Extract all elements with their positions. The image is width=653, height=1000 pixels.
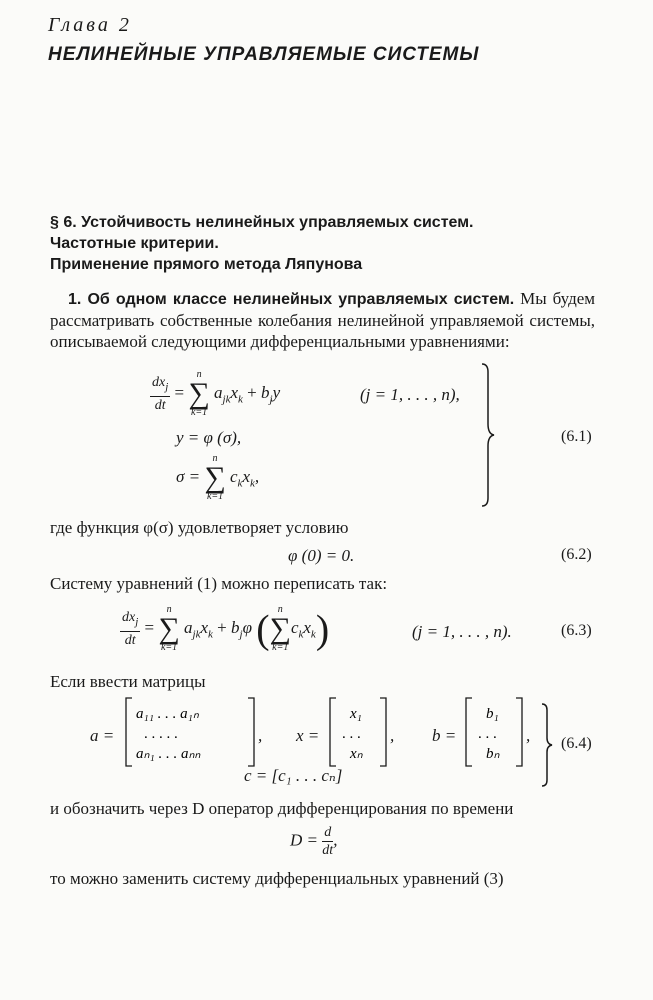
- svg-text:b₁: b₁: [486, 706, 499, 722]
- eq-6-1-line-1: $\frac{dx_j}{dt}$ = n ∑ k=1 $a_{jk}x_k + b_jy$: [152, 369, 281, 418]
- text-5: и обозначить через D оператор дифференцирования по времени: [50, 799, 514, 818]
- eq-6-1-y: y = φ (σ),: [176, 428, 242, 447]
- eq-6-1-brace: [480, 362, 496, 508]
- paragraph-1-text: Мы будем рассматривать собственные колебания нелинейной управляемой системы, описываемой следующими дифференциальными уравнениями:: [50, 289, 596, 351]
- svg-text:x₁: x₁: [350, 706, 362, 722]
- chapter-title: НЕЛИНЕЙНЫЕ УПРАВЛЯЕМЫЕ СИСТЕМЫ: [48, 44, 480, 65]
- paragraph-1-heading: 1. Об одном классе нелинейных управляемых систем.: [68, 291, 515, 308]
- text-4: Если ввести матрицы: [50, 672, 206, 691]
- section-heading-line-2: Частотные критерии.: [50, 235, 219, 252]
- eq-6-4-a-label: a =: [90, 726, 115, 745]
- section-heading-line-1: § 6. Устойчивость нелинейных управляемых систем.: [50, 214, 474, 231]
- text-6: то можно заменить систему дифференциальных уравнений (3): [50, 869, 504, 888]
- vector-b: [464, 696, 524, 768]
- eq-6-2: φ (0) = 0.: [288, 546, 355, 565]
- text-2: где функция φ(σ) удовлетворяет условию: [50, 518, 349, 537]
- svg-text:. . .: . . .: [478, 726, 497, 742]
- svg-text:. . . . .: . . . . .: [144, 726, 178, 742]
- eq-6-1-range: (j = 1, . . . , n),: [360, 385, 460, 404]
- svg-text:a₁₁ . . . a₁ₙ: a₁₁ . . . a₁ₙ: [136, 706, 199, 722]
- eq-6-3: $\frac{dx_j}{dt}$ = n ∑ k=1 $a_{jk}x_k + b_j\varphi$ ( n ∑ k=1 $c_kx_k$): [122, 604, 330, 653]
- eq-6-4-comma-1: ,: [258, 726, 263, 745]
- eq-6-4-c: c = [c₁ . . . cₙ]: [244, 766, 343, 785]
- text-3: Систему уравнений (1) можно переписать так:: [50, 574, 388, 593]
- svg-text:bₙ: bₙ: [486, 746, 500, 762]
- svg-text:xₙ: xₙ: [350, 746, 363, 762]
- svg-text:. . .: . . .: [342, 726, 361, 742]
- section-heading-line-3: Применение прямого метода Ляпунова: [50, 256, 363, 273]
- eq-6-2-number: (6.2): [561, 546, 592, 563]
- eq-6-3-number: (6.3): [561, 622, 592, 639]
- eq-6-4-b-label: b =: [432, 726, 457, 745]
- eq-6-4-brace: [540, 702, 554, 788]
- vector-x: [328, 696, 388, 768]
- svg-text:aₙ₁ . . . aₙₙ: aₙ₁ . . . aₙₙ: [136, 746, 201, 762]
- eq-6-4-number: (6.4): [561, 735, 592, 752]
- eq-6-1-number: (6.1): [561, 428, 592, 445]
- eq-6-4-x-label: x =: [296, 726, 320, 745]
- eq-6-4-comma-3: ,: [526, 726, 531, 745]
- eq-6-1-sigma: σ = n ∑ k=1 $c_kx_k$,: [176, 453, 260, 502]
- paragraph-1: [50, 288, 595, 352]
- eq-d: D = $\frac{d}{dt}$ ,: [290, 825, 338, 858]
- matrix-a: [124, 696, 264, 768]
- eq-6-3-range: (j = 1, . . . , n).: [412, 622, 512, 641]
- eq-6-4-comma-2: ,: [390, 726, 395, 745]
- chapter-label: Глава 2: [48, 14, 132, 36]
